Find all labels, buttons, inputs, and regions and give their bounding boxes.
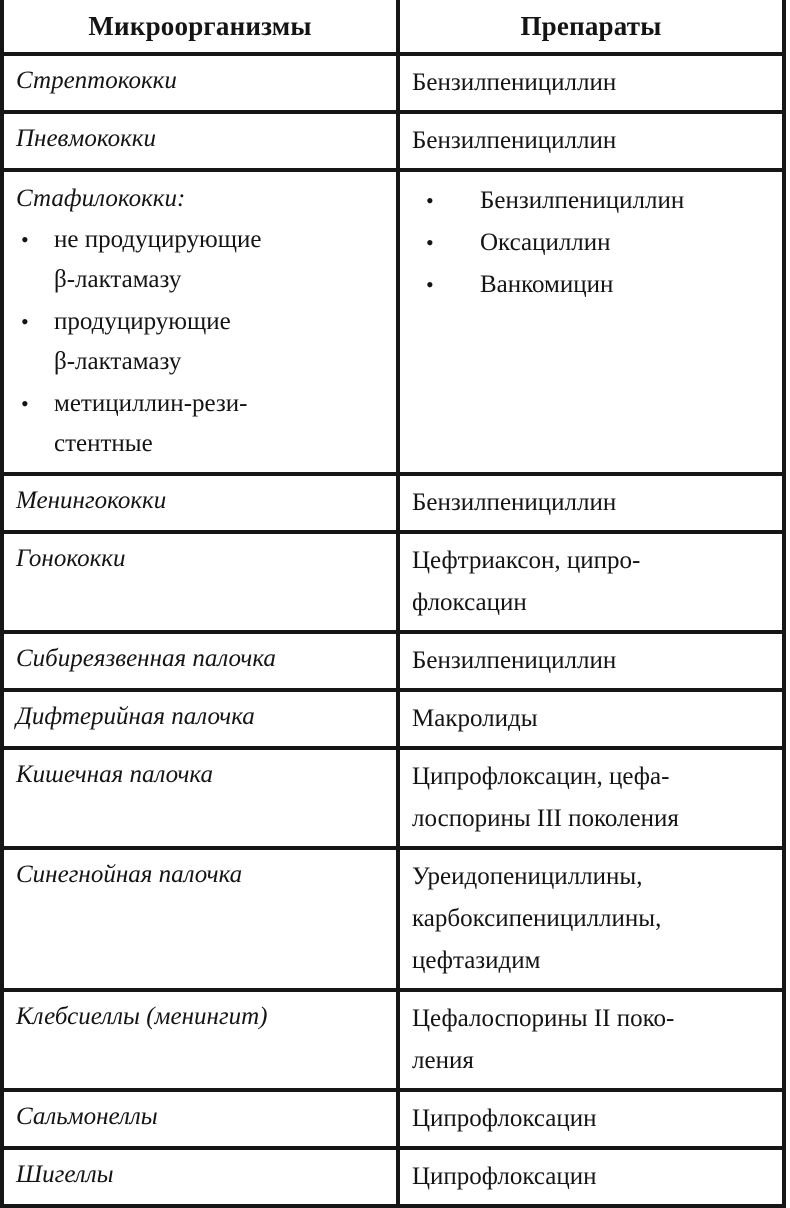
list-item-line: β-лактамазу — [54, 266, 182, 293]
drug-cell — [398, 990, 784, 1090]
organism-name: Клебсиеллы (менингит) — [16, 1003, 268, 1030]
list-item — [16, 302, 390, 382]
organism-cell — [2, 690, 398, 748]
organism-name: Менингококки — [16, 487, 167, 514]
bullet-icon: • — [21, 309, 29, 334]
list-item-line: стентные — [54, 430, 153, 457]
organism-cell — [2, 1090, 398, 1148]
drug-block — [400, 992, 782, 1088]
table-row — [2, 474, 784, 532]
list-item — [16, 384, 390, 464]
drug-block — [400, 172, 782, 312]
drug-name: Ванкомицин — [480, 271, 614, 298]
drug-name-line: Цефалоспорины II поко- — [412, 1005, 675, 1032]
drug-block — [400, 534, 782, 630]
drug-name-line: цефтазидим — [412, 947, 541, 974]
drug-name-line: ления — [412, 1047, 474, 1074]
organism-name: Пневмококки — [16, 125, 156, 152]
bullet-icon: • — [426, 230, 434, 255]
drug-name-line: Ципрофлоксацин, цефа- — [412, 763, 670, 790]
table-row — [2, 532, 784, 632]
organism-cell — [2, 474, 398, 532]
table-row — [2, 1148, 784, 1206]
table-row — [2, 170, 784, 474]
drug-cell — [398, 1148, 784, 1206]
drug-name: Бензилпенициллин — [412, 127, 617, 154]
organism-name: Стафилококки: — [16, 185, 186, 212]
table-row — [2, 112, 784, 170]
bullet-icon: • — [21, 227, 29, 252]
list-item — [412, 264, 776, 306]
organism-subtype-list — [16, 220, 390, 464]
organism-name: Кишечная палочка — [16, 761, 213, 788]
list-item-line: метициллин-рези- — [54, 390, 248, 417]
organism-cell — [2, 532, 398, 632]
bullet-icon: • — [426, 272, 434, 297]
drug-name: Бензилпенициллин — [412, 69, 617, 96]
table-header-row — [2, 0, 784, 54]
organism-name: Дифтерийная палочка — [16, 703, 255, 730]
table-row — [2, 848, 784, 990]
organism-cell — [2, 54, 398, 112]
organism-name: Стрептококки — [16, 67, 177, 94]
drug-cell — [398, 54, 784, 112]
organism-name: Сальмонеллы — [16, 1103, 158, 1130]
bullet-icon: • — [426, 188, 434, 213]
column-header-drugs: Препараты — [398, 0, 784, 54]
drug-cell — [398, 748, 784, 848]
table-row — [2, 632, 784, 690]
drug-cell — [398, 1090, 784, 1148]
drug-name: Ципрофлоксацин — [412, 1163, 597, 1190]
drug-name-line: карбоксипенициллины, — [412, 905, 662, 932]
table-row — [2, 54, 784, 112]
drug-cell — [398, 690, 784, 748]
drug-block — [400, 750, 782, 846]
organism-cell — [2, 848, 398, 990]
drug-name-line: Цефтриаксон, ципро- — [412, 547, 641, 574]
drug-name-line: лоспорины III поколения — [412, 805, 679, 832]
list-item — [412, 180, 776, 222]
list-item-line: продуцирующие — [54, 308, 231, 335]
list-item — [16, 220, 390, 300]
organism-cell — [2, 632, 398, 690]
drug-name: Бензилпенициллин — [480, 187, 685, 214]
drug-block — [400, 850, 782, 988]
organism-name: Шигеллы — [16, 1161, 114, 1188]
organism-cell — [2, 748, 398, 848]
drug-name: Бензилпенициллин — [412, 647, 617, 674]
table-row — [2, 990, 784, 1090]
table-row — [2, 748, 784, 848]
table-row — [2, 690, 784, 748]
organism-name: Сибиреязвенная палочка — [16, 645, 276, 672]
organism-name: Гонококки — [16, 545, 126, 572]
list-item-line: β-лактамазу — [54, 348, 182, 375]
drug-name: Оксациллин — [480, 229, 611, 256]
organism-cell — [2, 990, 398, 1090]
drug-name-line: Уреидопенициллины, — [412, 863, 643, 890]
drug-cell — [398, 112, 784, 170]
drug-cell — [398, 848, 784, 990]
bullet-icon: • — [21, 391, 29, 416]
organism-block — [4, 172, 396, 472]
drug-name: Ципрофлоксацин — [412, 1105, 597, 1132]
drug-name: Бензилпенициллин — [412, 489, 617, 516]
drug-cell — [398, 632, 784, 690]
organism-name: Синегнойная палочка — [16, 861, 243, 888]
drug-cell — [398, 532, 784, 632]
table-row — [2, 1090, 784, 1148]
organism-cell — [2, 170, 398, 474]
list-item — [412, 222, 776, 264]
organism-cell — [2, 1148, 398, 1206]
drug-list — [412, 180, 776, 306]
list-item-line: не продуцирующие — [54, 226, 262, 253]
drug-cell — [398, 170, 784, 474]
column-header-microorganisms: Микроорганизмы — [2, 0, 398, 54]
organism-cell — [2, 112, 398, 170]
drug-cell — [398, 474, 784, 532]
drug-name: Макролиды — [412, 705, 538, 732]
drug-name-line: флоксацин — [412, 589, 527, 616]
